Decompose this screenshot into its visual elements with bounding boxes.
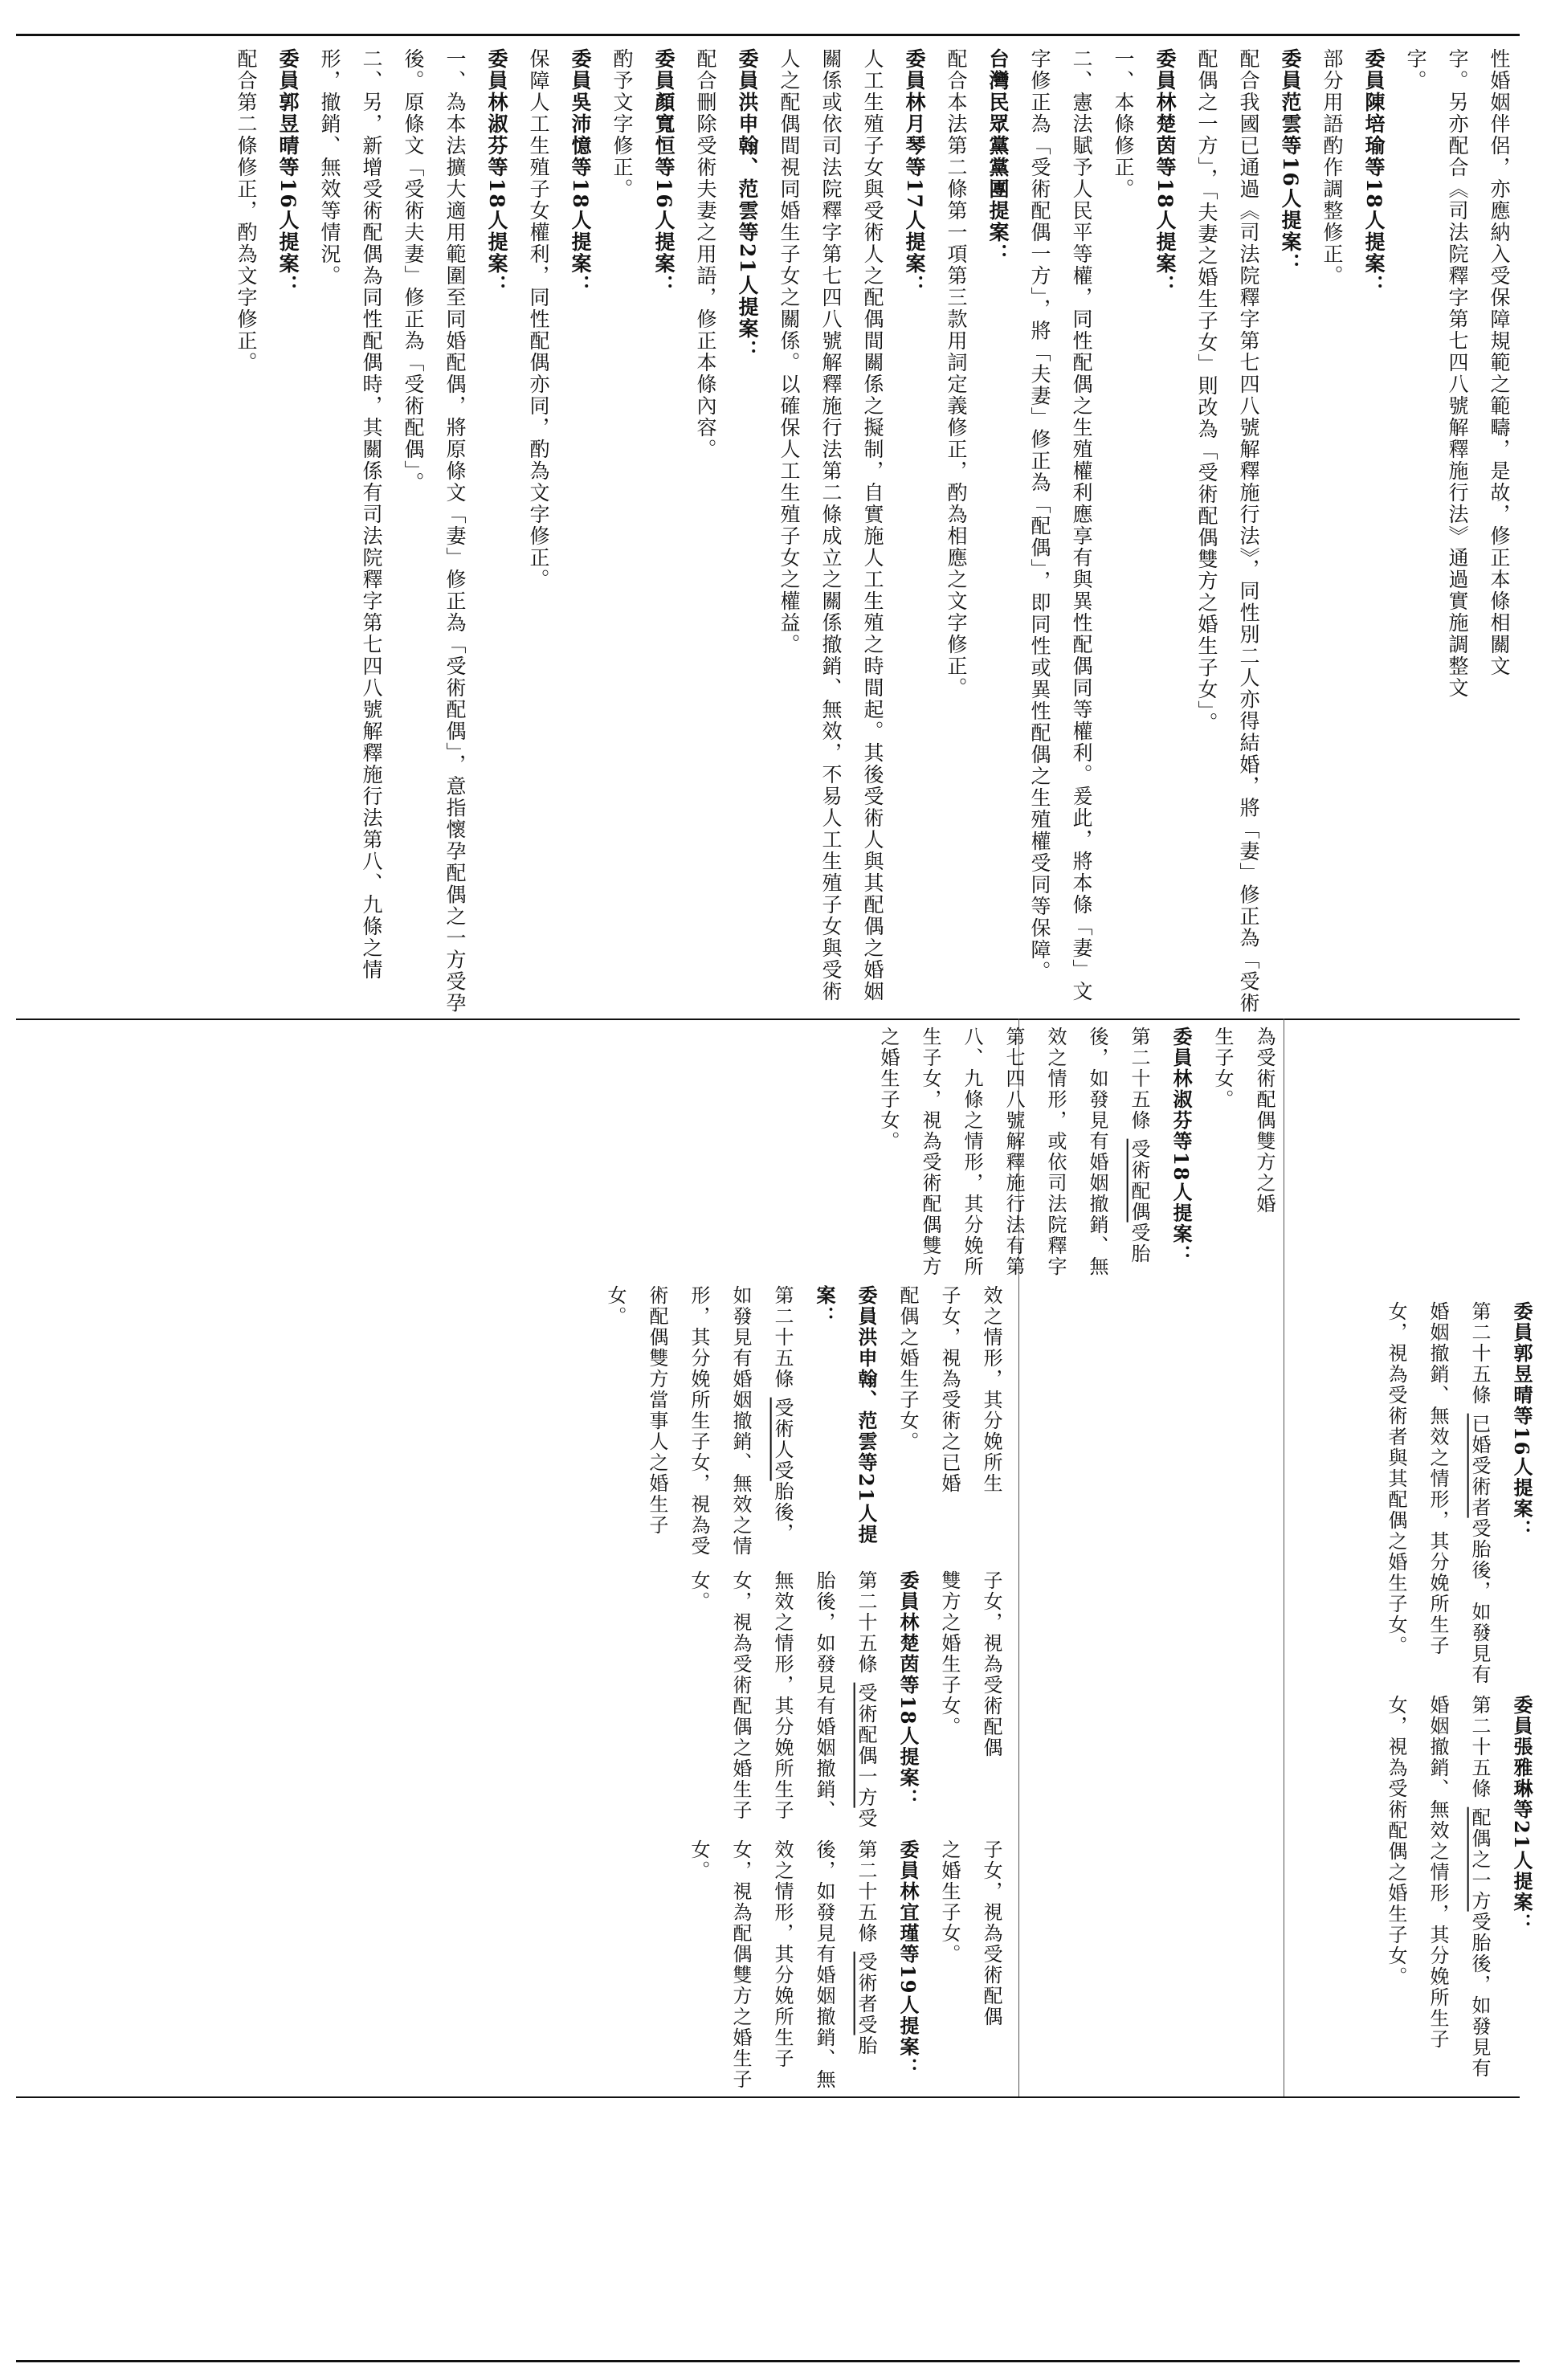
text-line: 配偶之婚生子女。 [896,1285,919,1452]
article-body: 胎後，如發見有婚姻撤銷、無效之情形，其分娩所生子女，視為配偶雙方之婚生子女 [688,1839,877,2090]
proposal-cell-text [1375,1695,1542,2088]
proposal-text: 配合本法第二條第一項第三款用詞定義修正，酌為相應之文字修正。 [945,48,968,699]
proposal-text: 配合第二條修正，酌為文字修正。 [235,48,258,374]
proposal-title [1160,1027,1202,1292]
article-underlined: 受術者受 [855,1951,877,2035]
proposal-cell [1028,1695,1542,2088]
proposal-title: 委員郭昱晴等16人提案： [276,48,300,296]
proposal-title: 委員洪申翰、范雲等21人提案： [736,48,759,361]
article-text [594,1285,803,1558]
proposal-text: 人工生殖子女與受術人之配偶間關係之擬制，自實施人工生殖之時間起。其後受術人與其配偶之婚姻關係或依司法院釋字第七四八號解釋施行法第二條成立之關係撤銷、無效，不易人工生殖子女與受術人之配偶間視同婚生子女之關係。以確保人工生殖子女之權益。 [778,48,884,1002]
proposal-cell [16,1839,1012,2092]
article-number: 第二十五條 [1468,1301,1491,1406]
article-number: 第二十五條 [855,1570,877,1675]
article-text [678,1839,887,2092]
text-line: 子女，視為受術配偶 [980,1570,1002,1758]
proposal-title [887,1839,929,2092]
proposal-cell [16,1285,1012,1558]
proposal-title [1500,1695,1542,2088]
article-body: 受胎後，如發見有婚姻撤銷、無效之情形，或依司法院釋字第七四八號解釋施行法有第八、九條之情形，其分娩所生子女，視為受術配偶雙方之婚生子女。 [877,1027,1150,1277]
proposal-item: 一、本條修正。 [1112,48,1135,200]
article-text [1375,1301,1500,1687]
article-body: 受胎後，如發見有婚姻撤銷、無效之情形，其分娩所生子女，視為受術者與其配偶之婚生子女。 [1385,1301,1491,1685]
explanation-text [225,39,1520,1020]
article-number: 第二十五條 [855,1839,877,1944]
proposal-cell-text [594,1285,1012,1558]
text-line: 生子女。 [1211,1027,1234,1110]
proposal-text: 部分用語酌作調整修正。 [1320,48,1344,287]
colon: ： [896,1788,920,1810]
proposal-item: 二、憲法賦予人民平等權，同性配偶之生殖權利應享有與異性配偶同等權利。爰此，將本條「妻」文字修正為「受術配偶一方」，將「夫妻」修正為「配偶」，即同性或異性配偶之生殖權受同等保障。 [1028,48,1093,1002]
proposal-cell [16,1570,1012,1835]
colon: ： [896,2057,920,2079]
text-line: 子女，視為受術之已婚 [938,1285,961,1494]
proposal-title-text: 委員林淑芬等18人提案 [1169,1027,1193,1245]
top-rule [16,34,1520,36]
proposal-cell-text [678,1839,1012,2092]
proposal-cell-text [678,1570,1012,1835]
proposal-text: 保障人工生殖子女權利，同性配偶亦同，酌為文字修正。 [527,48,550,590]
proposal-title: 委員林月琴等17人提案： [903,48,926,296]
text-line: 子女，視為受術配偶 [980,1839,1002,2027]
colon: ： [1510,1913,1533,1934]
proposal-cell [1028,1301,1542,1687]
proposal-title: 委員范雲等16人提案： [1279,48,1302,275]
article-text [678,1570,887,1835]
text-line: 之婚生子女。 [938,1839,961,1965]
intro-line-2: 字。另亦配合《司法院釋字第七四八號解釋施行法》通過實施調整文 [1446,48,1469,699]
proposal-text: 酌予文字修正。 [610,48,634,200]
article-text [867,1027,1160,1292]
proposal-cell-text [1375,1301,1542,1687]
intro-line-3: 字。 [1404,48,1427,92]
text-line: 為受術配偶雙方之婚 [1253,1027,1275,1214]
proposal-title: 委員洪申翰、范雲等21人提案： [813,1285,878,1545]
article-body: 受胎後，如發見有婚姻撤銷、無效之情形，其分娩所生子女，視為受術配偶之婚生子女。 [1385,1695,1491,2079]
proposal-title-text: 委員張雅琳等21人提案 [1510,1695,1533,1913]
proposal-cell [1292,1027,1551,1292]
article-number: 第二十五條 [1468,1695,1491,1799]
colon: ： [1169,1244,1193,1266]
proposal-cell [877,1027,1285,1292]
article-underlined: 受術配偶 [1128,1138,1150,1223]
proposal-title: 委員林淑芬等18人提案： [485,48,508,296]
bottom-rule [16,2360,1520,2362]
lower-rule [16,2096,1520,2098]
proposal-cell-text [867,1027,1285,1292]
article-text [1375,1695,1500,2088]
article-end: 。 [688,1860,710,1881]
proposal-title: 委員顏寬恒等16人提案： [652,48,676,296]
article-body: 胎後，如發見有婚姻撤銷、無效之情形，其分娩所生子女，視為受術配偶雙方當事人之婚生子女。 [604,1285,794,1557]
proposal-title [887,1570,929,1835]
text-line: 雙方之婚生子女。 [938,1570,961,1737]
text-line: 效之情形，其分娩所生 [980,1285,1002,1494]
proposal-title: 委員吳沛憶等18人提案： [569,48,592,296]
article-underlined: 受術人受 [771,1397,794,1481]
proposal-text: 配合我國已通過《司法院釋字第七四八號解釋施行法》，同性別二人亦得結婚，將「妻」修正為「受術配偶之一方」，「夫妻之婚生子女」則改為「受術配偶雙方之婚生子女」。 [1195,48,1260,1014]
proposal-title-text: 委員林楚茵等18人提案 [896,1570,920,1789]
article-underlined: 配偶之一方 [1468,1806,1491,1912]
article-underlined: 受術配偶一方 [855,1682,877,1808]
proposal-title [1500,1301,1542,1687]
proposal-title-text: 委員郭昱晴等16人提案 [1510,1301,1533,1520]
proposal-title-text: 委員林宜瑾等19人提案 [896,1839,920,2058]
proposal-item: 一、為本法擴大適用範圍至同婚配偶，將原條文「妻」修正為「受術配偶」，意指懷孕配偶之一方受孕後。原條文「受術夫妻」修正為「受術配偶」。 [402,48,467,1014]
article-number: 第二十五條 [1128,1027,1150,1131]
intro-line-1: 性婚姻伴侶，亦應納入受保障規範之範疇，是故，修正本條相關文 [1488,48,1511,677]
explanation-panel [16,39,1520,1014]
article-number: 第二十五條 [771,1285,794,1390]
proposal-title: 委員陳培瑜等18人提案： [1362,48,1386,296]
proposal-title: 委員林楚茵等18人提案： [1153,48,1177,296]
colon: ： [1510,1519,1533,1541]
proposal-text: 配合刪除受術夫妻之用語，修正本條內容。 [694,48,717,460]
article-underlined: 已婚受術者 [1468,1413,1491,1518]
proposal-title: 台灣民眾黨黨團提案： [986,48,1010,265]
proposal-item: 二、另，新增受術配偶為同性配偶時，其關係有司法院釋字第七四八號解釋施行法第八、九條之情形，撤銷、無效等情況。 [318,48,383,981]
article-body: 受胎後，如發見有婚姻撤銷、無效之情形，其分娩所生子女，視為受術配偶之婚生子女。 [688,1570,877,1829]
